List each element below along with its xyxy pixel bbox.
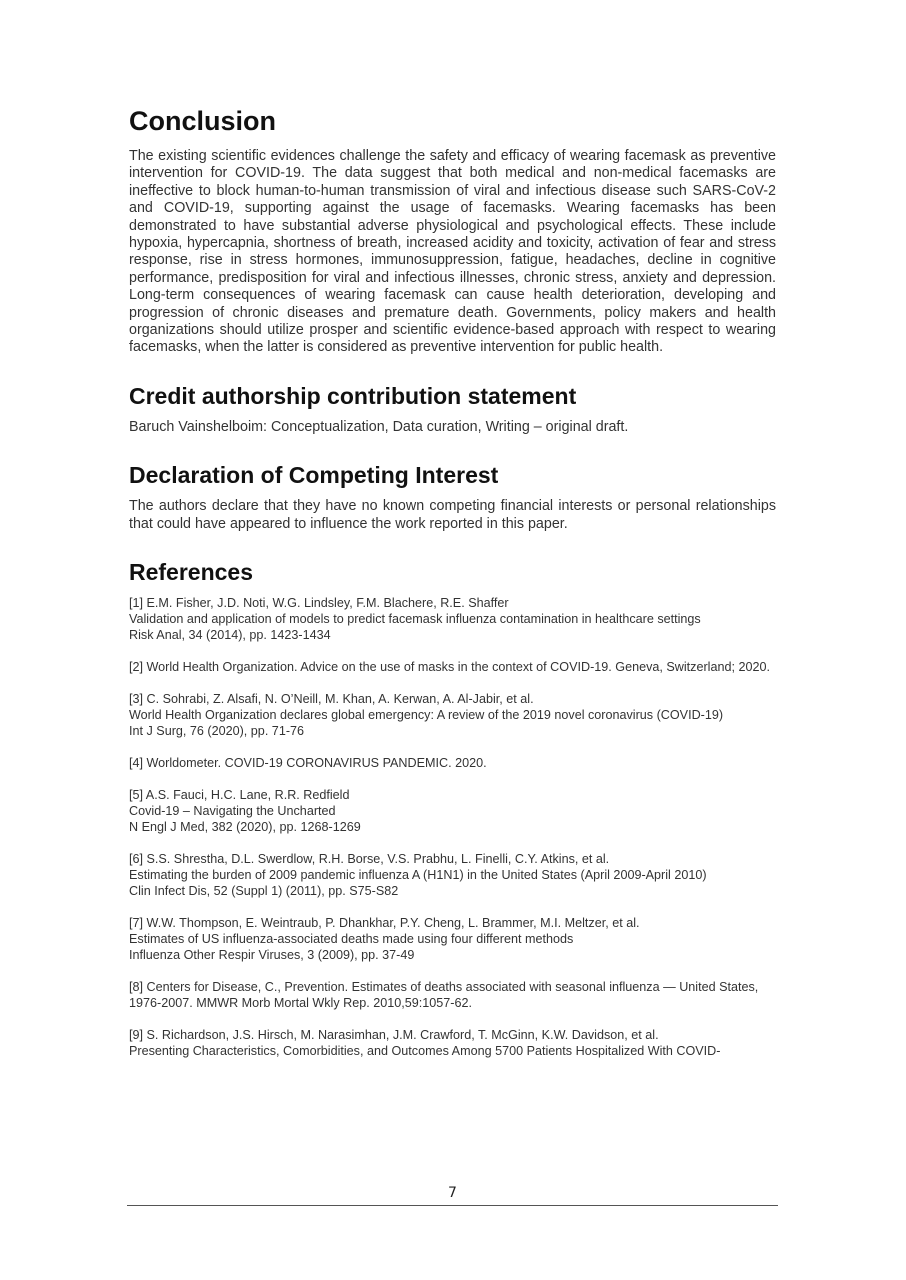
reference-line: [8] Centers for Disease, C., Prevention. Estimates of deaths associated with seasonal influenza — United States, 1976-2007. MMWR Morb Mortal Wkly Rep. 2010,59:1057-62. xyxy=(129,980,759,1011)
reference-line: [9] S. Richardson, J.S. Hirsch, M. Narasimhan, J.M. Crawford, T. McGinn, K.W. Davidson, et al. xyxy=(129,1028,659,1043)
declaration-paragraph: The authors declare that they have no known competing financial interests or personal relationships that could have appeared to influence the work reported in this paper. xyxy=(129,498,776,532)
reference-line: Presenting Characteristics, Comorbidities, and Outcomes Among 5700 Patients Hospitalized With COVID- xyxy=(129,1044,721,1059)
reference-list xyxy=(129,595,776,1059)
reference-line: Int J Surg, 76 (2020), pp. 71-76 xyxy=(129,724,305,739)
references-heading: References xyxy=(129,559,254,586)
reference-line: Validation and application of models to predict facemask influenza contamination in healthcare settings xyxy=(129,612,701,627)
reference-item xyxy=(129,595,776,643)
reference-line: [3] C. Sohrabi, Z. Alsafi, N. O’Neill, M. Khan, A. Kerwan, A. Al-Jabir, et al. xyxy=(129,692,534,707)
reference-line: Estimates of US influenza-associated deaths made using four different methods xyxy=(129,932,574,947)
page-number: 7 xyxy=(448,1185,457,1201)
reference-line: [6] S.S. Shrestha, D.L. Swerdlow, R.H. Borse, V.S. Prabhu, L. Finelli, C.Y. Atkins, et al. xyxy=(129,852,610,867)
reference-line: World Health Organization declares global emergency: A review of the 2019 novel coronavirus (COVID-19) xyxy=(129,708,724,723)
footer-divider xyxy=(127,1205,778,1206)
page-footer xyxy=(127,1184,778,1206)
reference-item xyxy=(129,659,776,675)
reference-line: Covid-19 – Navigating the Uncharted xyxy=(129,804,336,819)
reference-item xyxy=(129,691,776,739)
reference-item xyxy=(129,755,776,771)
page-content xyxy=(129,104,776,1075)
reference-line: [4] Worldometer. COVID-19 CORONAVIRUS PANDEMIC. 2020. xyxy=(129,756,487,771)
reference-line: [2] World Health Organization. Advice on the use of masks in the context of COVID-19. Geneva, Switzerland; 2020. xyxy=(129,660,770,675)
reference-item xyxy=(129,979,776,1011)
reference-line: Estimating the burden of 2009 pandemic influenza A (H1N1) in the United States (April 2009-April 2010) xyxy=(129,868,707,883)
credit-paragraph: Baruch Vainshelboim: Conceptualization, Data curation, Writing – original draft. xyxy=(129,418,629,435)
reference-line: Risk Anal, 34 (2014), pp. 1423-1434 xyxy=(129,628,331,643)
reference-line: Clin Infect Dis, 52 (Suppl 1) (2011), pp. S75-S82 xyxy=(129,884,399,899)
reference-line: [5] A.S. Fauci, H.C. Lane, R.R. Redfield xyxy=(129,788,350,803)
reference-item xyxy=(129,851,776,899)
reference-line: [1] E.M. Fisher, J.D. Noti, W.G. Lindsley, F.M. Blachere, R.E. Shaffer xyxy=(129,596,509,611)
reference-line: Influenza Other Respir Viruses, 3 (2009), pp. 37-49 xyxy=(129,948,415,963)
conclusion-paragraph: The existing scientific evidences challenge the safety and efficacy of wearing facemask as preventive intervention for COVID-19. The data suggest that both medical and non-medical facemasks are ineffective to block human-to-human transmission of viral and infectious disease such SARS-CoV-2 and COVID-19, supporting against the usage of facemasks. Wearing facemasks has been demonstrated to have substantial adverse physiological and psychological effects. These include hypoxia, hypercapnia, shortness of breath, increased acidity and toxicity, activation of fear and stress response, rise in stress hormones, immunosuppression, fatigue, headaches, decline in cognitive performance, predisposition for viral and infectious illnesses, chronic stress, anxiety and depression. Long-term consequences of wearing facemask can cause health deterioration, developing and progression of chronic diseases and premature death. Governments, policy makers and health organizations should utilize prosper and scientific evidence-based approach with respect to wearing facemasks, when the latter is considered as preventive intervention for public health. xyxy=(129,148,776,356)
reference-item xyxy=(129,787,776,835)
reference-line: [7] W.W. Thompson, E. Weintraub, P. Dhankhar, P.Y. Cheng, L. Brammer, M.I. Meltzer, et al. xyxy=(129,916,640,931)
credit-heading: Credit authorship contribution statement xyxy=(129,382,577,409)
declaration-heading: Declaration of Competing Interest xyxy=(129,462,499,489)
reference-item xyxy=(129,915,776,963)
conclusion-heading: Conclusion xyxy=(129,106,276,136)
reference-line: N Engl J Med, 382 (2020), pp. 1268-1269 xyxy=(129,820,361,835)
reference-item xyxy=(129,1027,776,1059)
